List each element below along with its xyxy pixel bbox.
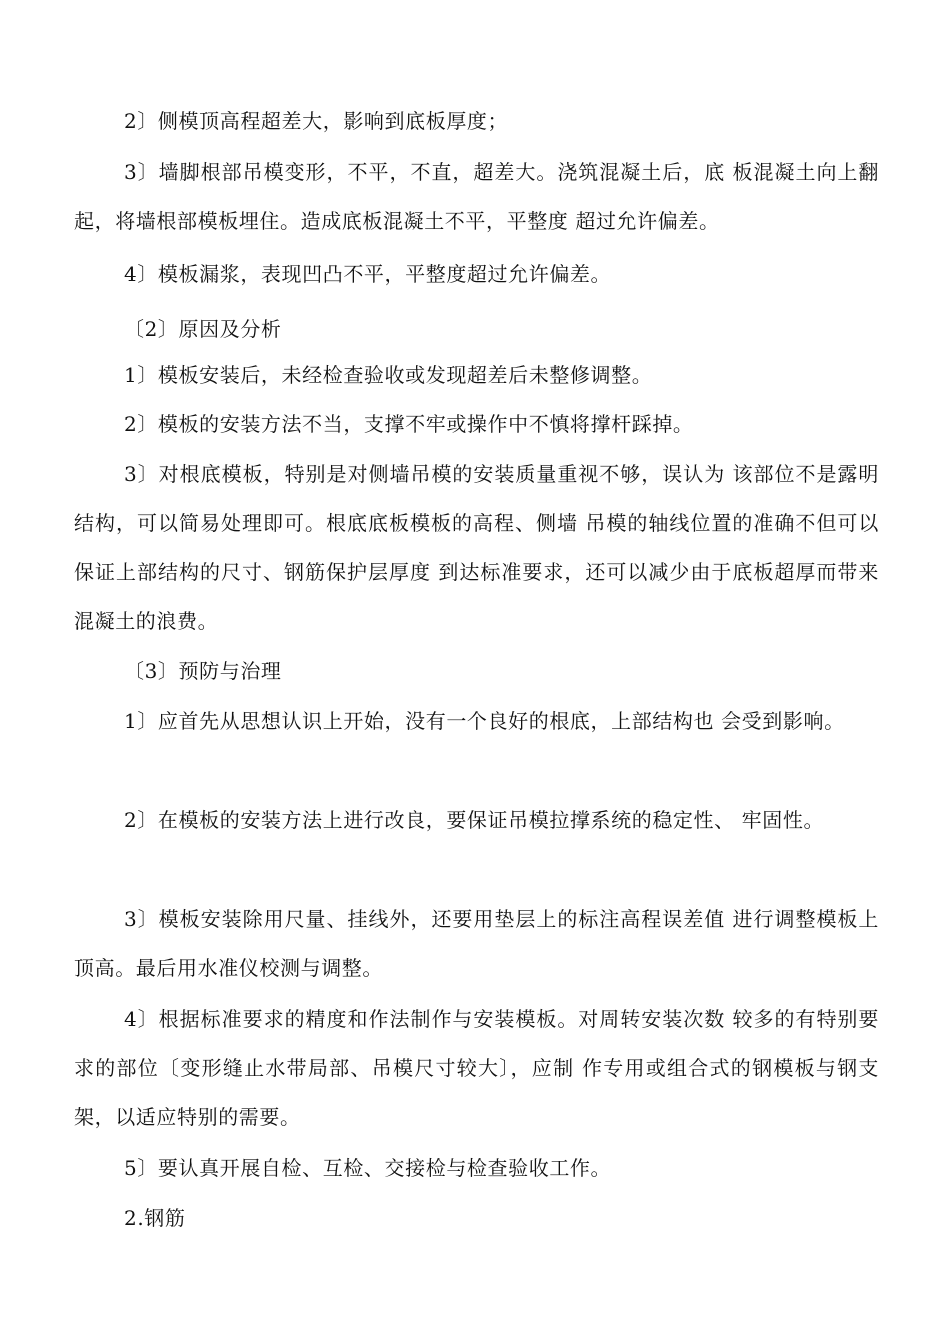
paragraph-prevention-5: 5〕要认真开展自检、互检、交接检与检查验收工作。 — [124, 1156, 612, 1180]
paragraph-wall-base-deformation: 3〕墙脚根部吊模变形，不平，不直，超差大。浇筑混凝土后，底 板混凝土向上翻起，将墙根部模板埋住。造成底板混凝土不平，平整度 超过允许偏差。 — [74, 160, 879, 233]
paragraph-prevention-4: 4〕根据标准要求的精度和作法制作与安装模板。对周转安装次数 较多的有特别要求的部位〔变形缝止水带局部、吊模尺寸较大〕，应制 作专用或组合式的钢模板与钢支架，以适应特别的需要。 — [74, 1007, 879, 1129]
paragraph-prevention-1: 1〕应首先从思想认识上开始，没有一个良好的根底，上部结构也 会受到影响。 — [124, 709, 845, 733]
paragraph-prevention-3: 3〕模板安装除用尺量、挂线外，还要用垫层上的标注高程误差值 进行调整模板上顶高。最后用水准仪校测与调整。 — [74, 907, 879, 980]
paragraph-cause-3: 3〕对根底模板，特别是对侧墙吊模的安装质量重视不够，误认为 该部位不是露明结构，可以简易处理即可。根底底板模板的高程、侧墙 吊模的轴线位置的准确不但可以保证上部结构的尺寸、钢筋保护层厚度 到达标准要求，还可以减少由于底板超厚而带来混凝土的浪费。 — [74, 462, 879, 633]
paragraph-cause-2: 2〕模板的安装方法不当，支撑不牢或操作中不慎将撑杆踩掉。 — [124, 412, 694, 436]
paragraph-formwork-leakage: 4〕模板漏浆，表现凹凸不平，平整度超过允许偏差。 — [124, 262, 612, 286]
section-heading-causes: 〔2〕原因及分析 — [124, 317, 282, 341]
paragraph-cause-1: 1〕模板安装后，未经检查验收或发现超差后未整修调整。 — [124, 363, 653, 387]
section-heading-prevention: 〔3〕预防与治理 — [124, 659, 282, 683]
paragraph-side-form-elevation: 2〕侧模顶高程超差大，影响到底板厚度； — [124, 109, 509, 133]
section-heading-rebar: 2.钢筋 — [124, 1206, 186, 1230]
paragraph-prevention-2: 2〕在模板的安装方法上进行改良，要保证吊模拉撑系统的稳定性、 牢固性。 — [124, 808, 825, 832]
